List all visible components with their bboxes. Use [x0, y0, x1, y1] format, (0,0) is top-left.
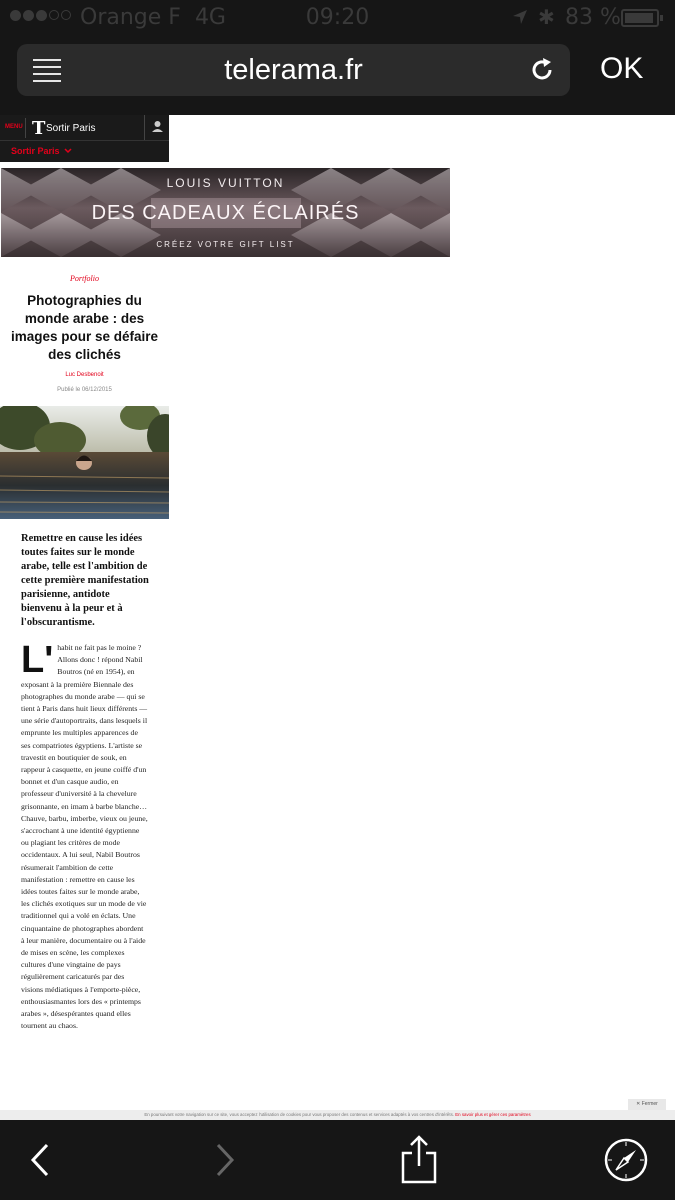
telerama-logo[interactable]: T: [32, 118, 46, 139]
status-bar: [0, 0, 675, 38]
article-author[interactable]: Luc Desbenoit: [65, 372, 104, 378]
browser-address-bar: [0, 38, 675, 115]
cookie-banner: [0, 1110, 675, 1120]
ad-headline: DES CADEAUX ÉCLAIRÉS: [91, 202, 360, 224]
header-divider: [25, 118, 26, 138]
url-field[interactable]: [17, 44, 570, 96]
chevron-down-icon: [64, 148, 72, 154]
network-type: 4G: [194, 5, 226, 30]
forward-chevron-icon: [214, 1142, 236, 1178]
battery-percentage: 83 %: [565, 5, 621, 30]
article-body: [21, 639, 148, 1033]
safari-button[interactable]: [596, 1120, 656, 1200]
url-text[interactable]: telerama.fr: [224, 54, 363, 86]
article-lead: Remettre en cause les idées toutes faites sur le monde arabe, telle est l'ambition de cette première manifestation parisienne, antidote bienvenu à la peur et à l'obscurantisme.: [21, 533, 149, 628]
section-title: Sortir Paris: [46, 123, 96, 134]
location-arrow-icon: [512, 9, 528, 25]
cookie-text: En poursuivant votre navigation sur ce site, vous acceptez l'utilisation de cookies pour vous proposer des contenus et services adaptés à vos centres d'intérêts.: [144, 1112, 455, 1117]
share-icon: [399, 1135, 439, 1185]
compass-icon: [604, 1138, 648, 1182]
back-chevron-icon: [29, 1142, 51, 1178]
user-icon[interactable]: [144, 115, 170, 140]
ad-banner[interactable]: [1, 168, 450, 257]
status-time: 09:20: [305, 5, 370, 30]
browser-toolbar: [0, 1120, 675, 1200]
menu-button[interactable]: MENU: [5, 124, 23, 130]
forward-button[interactable]: [197, 1120, 253, 1200]
carrier-name: Orange F 4G: [80, 5, 226, 30]
article-dropcap: L': [21, 639, 54, 681]
article-date: Publié le 06/12/2015: [57, 387, 112, 393]
article-photo[interactable]: [0, 406, 169, 519]
bluetooth-icon: ✱: [538, 5, 555, 29]
ad-brand: LOUIS VUITTON: [166, 176, 285, 190]
cookie-close-button[interactable]: ✕ Fermer: [628, 1099, 666, 1110]
article-body-text: habit ne fait pas le moine ? Allons donc ! répond Nabil Boutros (né en 1954), en exposant à la première Biennale des photographes du monde arabe — qui se tient à Paris dans huit lieux différents — une série d'autoportraits, dans lesquels il emprunte les multiples apparences de ses compatriotes égyptiens. L'artiste se travestit en boutiquier de souk, en rappeur à casquette, en jeune coiffé d'un bonnet et d'un casque audio, en professeur d'université à la chevelure grisonnante, en imam à barbe blanche… Chauve, barbu, imberbe, vieux ou jeune, s'accrochant à une identité égyptienne ou plagiant les critères de mode occidentaux. A lui seul, Nabil Boutros résumerait l'ambition de cette manifestation : remettre en cause les idées toutes faites sur le monde arabe, les clichés exotiques sur un mode de vie traditionnel qui a volé en éclats. Une cinquantaine de photographes abordent à leur manière, documentaire ou à l'aide de mises en scène, les complexes cultures d'une vingtaine de pays régulièrement caricaturés par des visions médiatiques à l'emporte-pièce, enthousiasmantes lors des « printemps arabes », désespérantes quand elles tournent au chaos.: [21, 643, 148, 1031]
cookie-settings-link[interactable]: En savoir plus et gérer ces paramètres: [455, 1112, 531, 1117]
battery-icon: [621, 9, 659, 27]
back-button[interactable]: [12, 1120, 68, 1200]
site-header: [0, 115, 169, 162]
article-kicker[interactable]: Portfolio: [70, 274, 99, 283]
done-button[interactable]: OK: [600, 52, 644, 85]
article-title: Photographies du monde arabe : des images pour se défaire des clichés: [10, 293, 159, 362]
reload-icon[interactable]: [528, 56, 556, 84]
share-button[interactable]: [391, 1120, 447, 1200]
ad-cta[interactable]: CRÉEZ VOTRE GIFT LIST: [156, 240, 295, 249]
subnav-dropdown[interactable]: Sortir Paris: [11, 146, 72, 156]
